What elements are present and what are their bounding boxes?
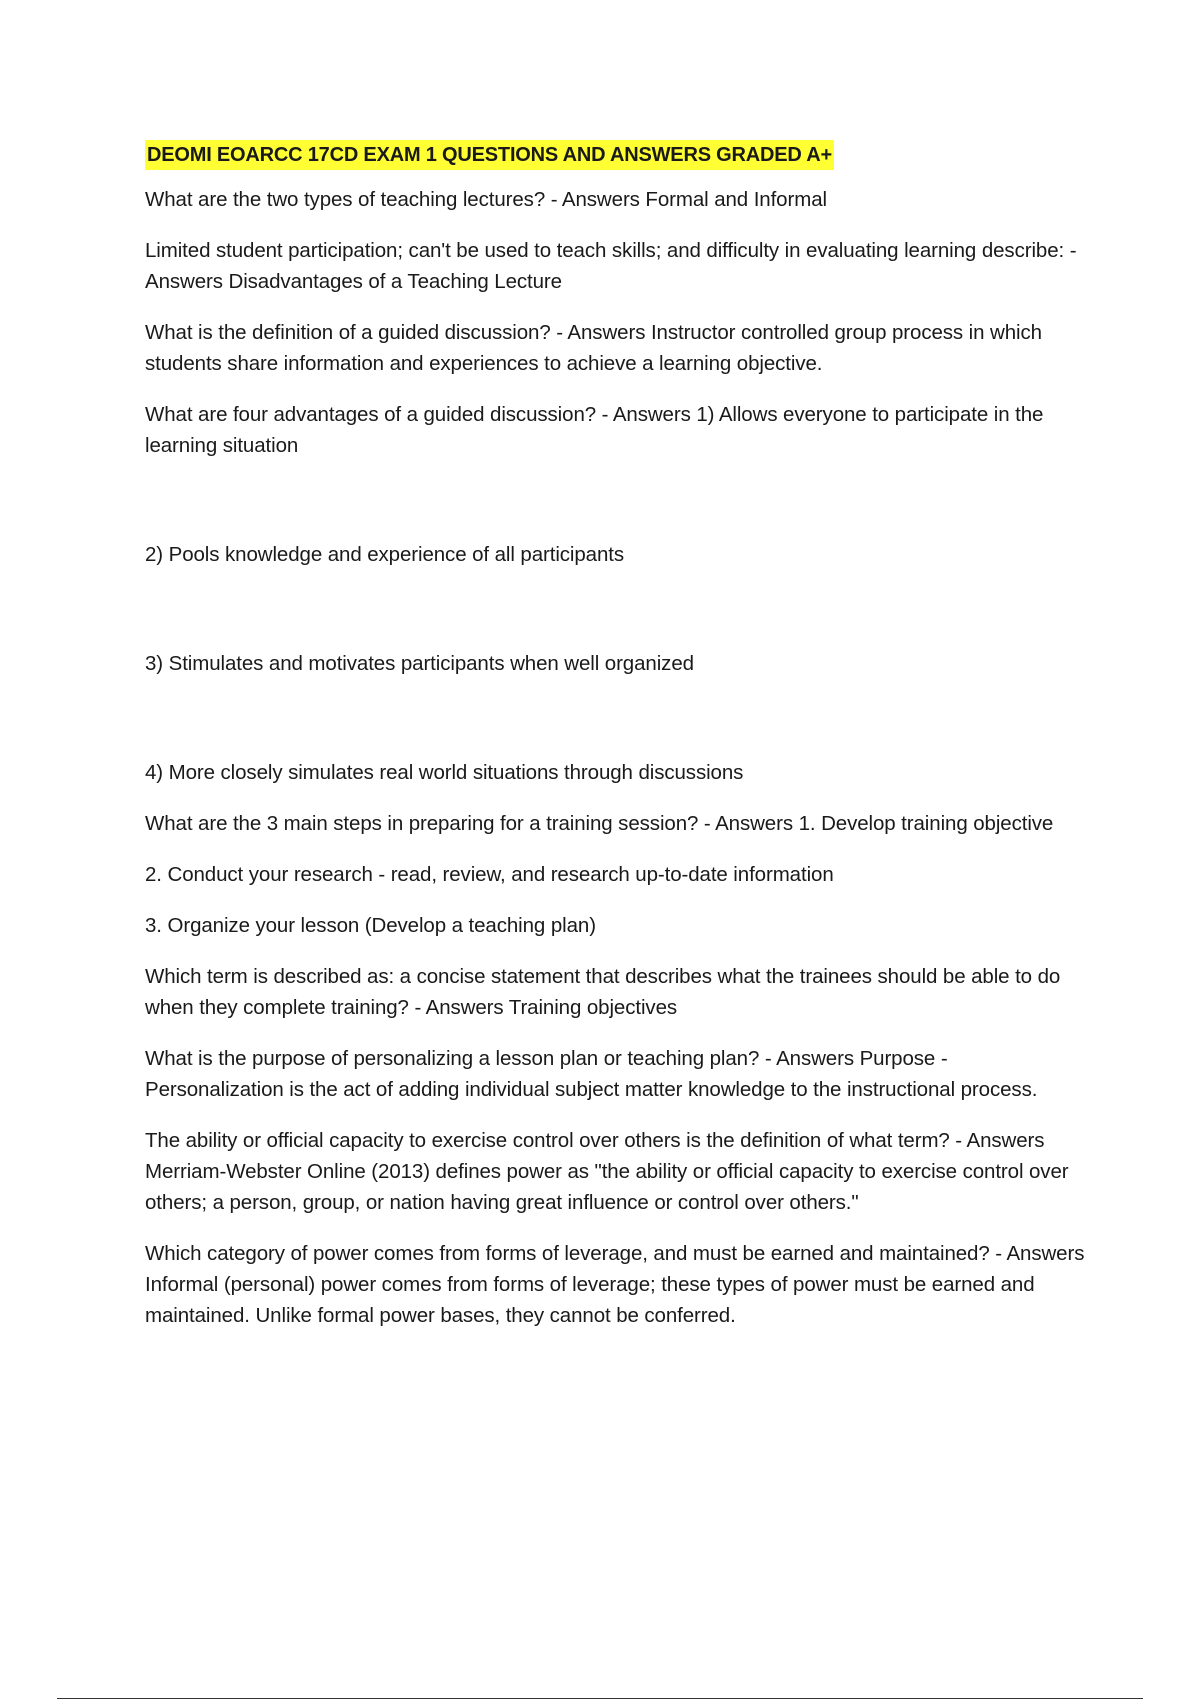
list-item: 2. Conduct your research - read, review, and research up-to-date information	[145, 863, 834, 886]
blank-space	[145, 481, 1085, 539]
footer-divider	[57, 1698, 1143, 1699]
blank-space	[145, 699, 1085, 757]
qa-paragraph: The ability or official capacity to exercise control over others is the definition of what term? - Answers Merriam-Webster Online (2013) defines power as "the ability or official capacity to exercise control over others; a person, group, or nation having great influence or control over others."	[145, 1129, 1069, 1214]
document-title: DEOMI EOARCC 17CD EXAM 1 QUESTIONS AND ANSWERS GRADED A+	[145, 140, 834, 170]
list-item: 3) Stimulates and motivates participants when well organized	[145, 652, 694, 675]
list-item: 2) Pools knowledge and experience of all participants	[145, 543, 625, 566]
qa-paragraph: What is the purpose of personalizing a lesson plan or teaching plan? - Answers Purpose - Personalization is the act of adding individual subject matter knowledge to the instructional process.	[145, 1047, 1038, 1101]
qa-paragraph: Which term is described as: a concise statement that describes what the trainees should be able to do when they complete training? - Answers Training objectives	[145, 965, 1061, 1019]
qa-paragraph: What are four advantages of a guided discussion? - Answers 1) Allows everyone to participate in the learning situation	[145, 403, 1044, 457]
document-page	[145, 140, 1085, 1351]
list-item: 4) More closely simulates real world situations through discussions	[145, 761, 744, 784]
blank-space	[145, 590, 1085, 648]
qa-paragraph: What is the definition of a guided discussion? - Answers Instructor controlled group process in which students share information and experiences to achieve a learning objective.	[145, 321, 1042, 375]
qa-paragraph: What are the 3 main steps in preparing for a training session? - Answers 1. Develop training objective	[145, 812, 1054, 835]
qa-paragraph: Limited student participation; can't be used to teach skills; and difficulty in evaluating learning describe: - Answers Disadvantages of a Teaching Lecture	[145, 239, 1077, 293]
list-item: 3. Organize your lesson (Develop a teaching plan)	[145, 914, 596, 937]
qa-paragraph: What are the two types of teaching lectures? - Answers Formal and Informal	[145, 188, 827, 211]
qa-paragraph: Which category of power comes from forms of leverage, and must be earned and maintained? - Answers Informal (personal) power comes from forms of leverage; these types of power must be earned and maintained. Unlike formal power bases, they cannot be conferred.	[145, 1242, 1085, 1327]
